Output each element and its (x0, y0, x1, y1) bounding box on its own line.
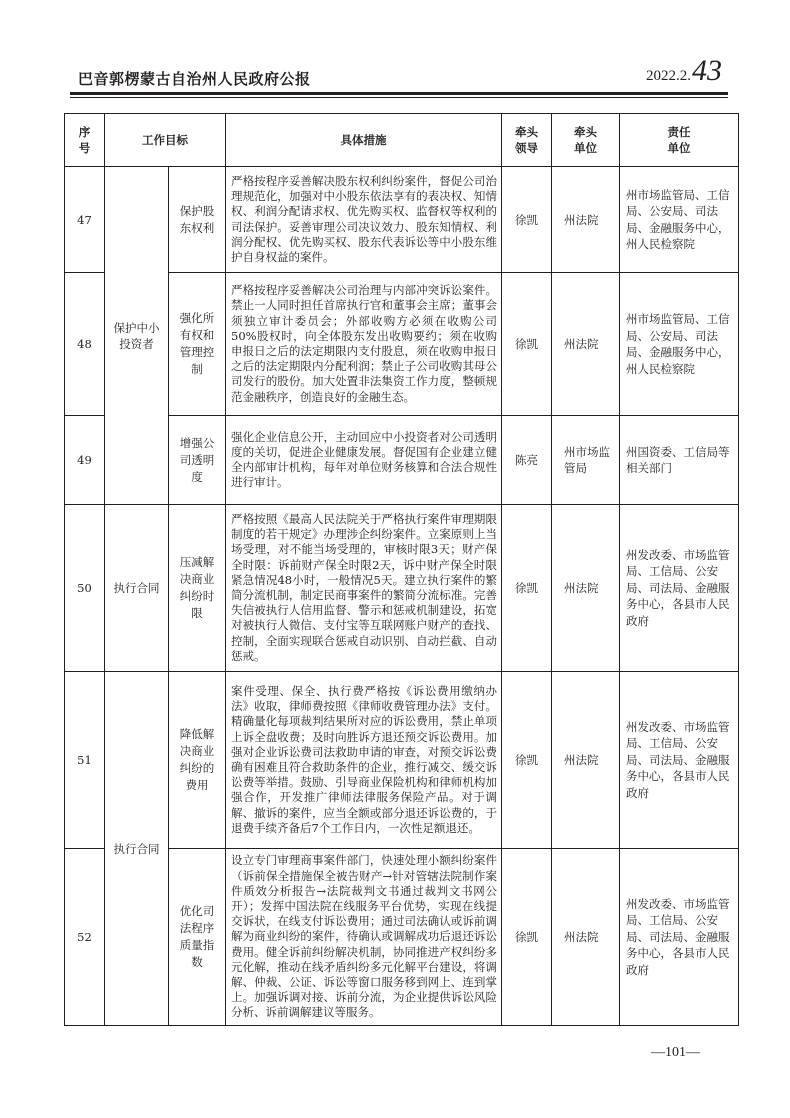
lead-unit: 州法院 (552, 672, 620, 849)
table-row (65, 505, 739, 672)
lead-leader: 徐凯 (502, 849, 552, 1026)
col-header-resp-unit: 责任单位 (620, 114, 739, 167)
lead-unit: 州法院 (552, 505, 620, 672)
col-header-num: 序号 (65, 114, 105, 167)
measure-text: 强化企业信息公开，主动回应中小投资者对公司透明度的关切，促进企业健康发展。督促国有企业建立健全内部审计机构，每年对单位财务核算和合法合规性进行审计。 (226, 416, 502, 505)
lead-unit: 州市场监管局 (552, 416, 620, 505)
measure-text: 严格按照《最高人民法院关于严格执行案件审理期限制度的若干规定》办理涉企纠纷案件。立案原则上当场受理，对不能当场受理的，审核时限3天；财产保全时限：诉前财产保全时限2天，诉中财产保全时限紧急情况48小时，一般情况5天。建立执行案件的繁简分流机制，制定民商事案件的繁简分流标准。完善失信被执行人信用监督、警示和惩戒机制建设，拓宽对被执行人微信、支付宝等互联网账户财产的查找、控制，全面实现联合惩戒自动识别、自动拦截、自动惩戒。 (226, 505, 502, 672)
resp-unit: 州市场监管局、工信局、公安局、司法局、金融服务中心，州人民检察院 (620, 273, 739, 416)
measure-text: 严格按程序妥善解决公司治理与内部冲突诉讼案件。禁止一人同时担任首席执行官和董事会主席；董事会须独立审计委员会；外部收购方必须在收购公司50%股权时，向全体股东发出收购要约；须在收购申报日之后的法定期限内支付股息，须在收购申报日之后的法定期限内分配利润；禁止子公司收购其母公司发行的股份。加大处置非法集资工作力度，整顿规范金融秩序，创造良好的金融生态。 (226, 273, 502, 416)
resp-unit: 州发改委、市场监管局、工信局、公安局、司法局、金融服务中心，各县市人民政府 (620, 849, 739, 1026)
issue-number: 43 (692, 54, 722, 87)
lead-leader: 徐凯 (502, 167, 552, 273)
measure-text: 严格按程序妥善解决股东权利纠纷案件，督促公司治理规范化，加强对中小股东依法享有的表决权、知情权、利润分配请求权、优先购买权、监督权等权利的司法保护。妥善审理公司决议效力、股东知情权、利润分配权、优先购买权、股东代表诉讼等中小股东维护自身权益的案件。 (226, 167, 502, 273)
col-header-lead-leader: 牵头领导 (502, 114, 552, 167)
measure-text: 设立专门审理商事案件部门，快速处理小额纠纷案件（诉前保全措施保全被告财产→针对管辖法院制作案件质效分析报告→法院裁判文书通过裁判文书网公开）；发挥中国法院在线服务平台优势，实现在线提交诉状，在线支付诉讼费用；通过司法确认或诉前调解为商业纠纷的案件，待确认或调解成功后退还诉讼费用。健全诉前纠纷解决机制，协同推进产权纠纷多元化解，推动在线矛盾纠纷多元化解平台建设，将调解、仲裁、公证、诉讼等窗口服务移到网上、连到掌上。加强诉调对接、诉前分流，为企业提供诉讼风险分析、诉前调解建议等服务。 (226, 849, 502, 1026)
row-num: 47 (65, 167, 105, 273)
resp-unit: 州发改委、市场监管局、工信局、公安局、司法局、金融服务中心，各县市人民政府 (620, 505, 739, 672)
measures-table (64, 113, 739, 1026)
row-num: 52 (65, 849, 105, 1026)
table-row (65, 672, 739, 849)
target-protect-investors: 保护中小投资者 (105, 167, 169, 505)
issue-date: 2022.2. (646, 68, 691, 84)
row-num: 51 (65, 672, 105, 849)
row-num: 50 (65, 505, 105, 672)
sub-target: 强化所有权和管理控制 (169, 273, 226, 416)
lead-unit: 州法院 (552, 167, 620, 273)
table-header-row (65, 114, 739, 167)
bulletin-title: 巴音郭楞蒙古自治州人民政府公报 (78, 70, 311, 88)
resp-unit: 州国资委、工信局等相关部门 (620, 416, 739, 505)
header-rule-thin (70, 97, 728, 98)
sub-target: 增强公司透明度 (169, 416, 226, 505)
lead-leader: 徐凯 (502, 505, 552, 672)
sub-target: 降低解决商业纠纷的费用 (169, 672, 226, 849)
lead-leader: 徐凯 (502, 672, 552, 849)
row-num: 48 (65, 273, 105, 416)
lead-unit: 州法院 (552, 273, 620, 416)
page-number: —101— (651, 1045, 700, 1060)
header-rule-thick (70, 92, 728, 95)
target-exec-contract: 执行合同 (105, 672, 169, 1026)
lead-leader: 陈亮 (502, 416, 552, 505)
issue-label (646, 54, 722, 88)
resp-unit: 州发改委、市场监管局、工信局、公安局、司法局、金融服务中心，各县市人民政府 (620, 672, 739, 849)
col-header-target: 工作目标 (105, 114, 226, 167)
sub-target: 压减解决商业纠纷时限 (169, 505, 226, 672)
table-row (65, 167, 739, 273)
sub-target: 优化司法程序质量指数 (169, 849, 226, 1026)
resp-unit: 州市场监管局、工信局、公安局、司法局、金融服务中心，州人民检察院 (620, 167, 739, 273)
row-num: 49 (65, 416, 105, 505)
sub-target: 保护股东权利 (169, 167, 226, 273)
col-header-lead-unit: 牵头单位 (552, 114, 620, 167)
col-header-measure: 具体措施 (226, 114, 502, 167)
lead-leader: 徐凯 (502, 273, 552, 416)
lead-unit: 州法院 (552, 849, 620, 1026)
measure-text: 案件受理、保全、执行费严格按《诉讼费用缴纳办法》收取，律师费按照《律师收费管理办法》支付。精确量化每项裁判结果所对应的诉讼费用，禁止单项上诉全盘收费；及时向胜诉方退还预交诉讼费用。加强对企业诉讼费司法救助申请的审查，对预交诉讼费确有困难且符合救助条件的企业，推行减交、缓交诉讼费等举措。鼓励、引导商业保险机构和律师机构加强合作，开发推广律师法律服务保险产品。对于调解、撤诉的案件，应当全额或部分退还诉讼费的，于退费手续齐备后7个工作日内，一次性足额退还。 (226, 672, 502, 849)
target-exec-contract: 执行合同 (105, 505, 169, 672)
